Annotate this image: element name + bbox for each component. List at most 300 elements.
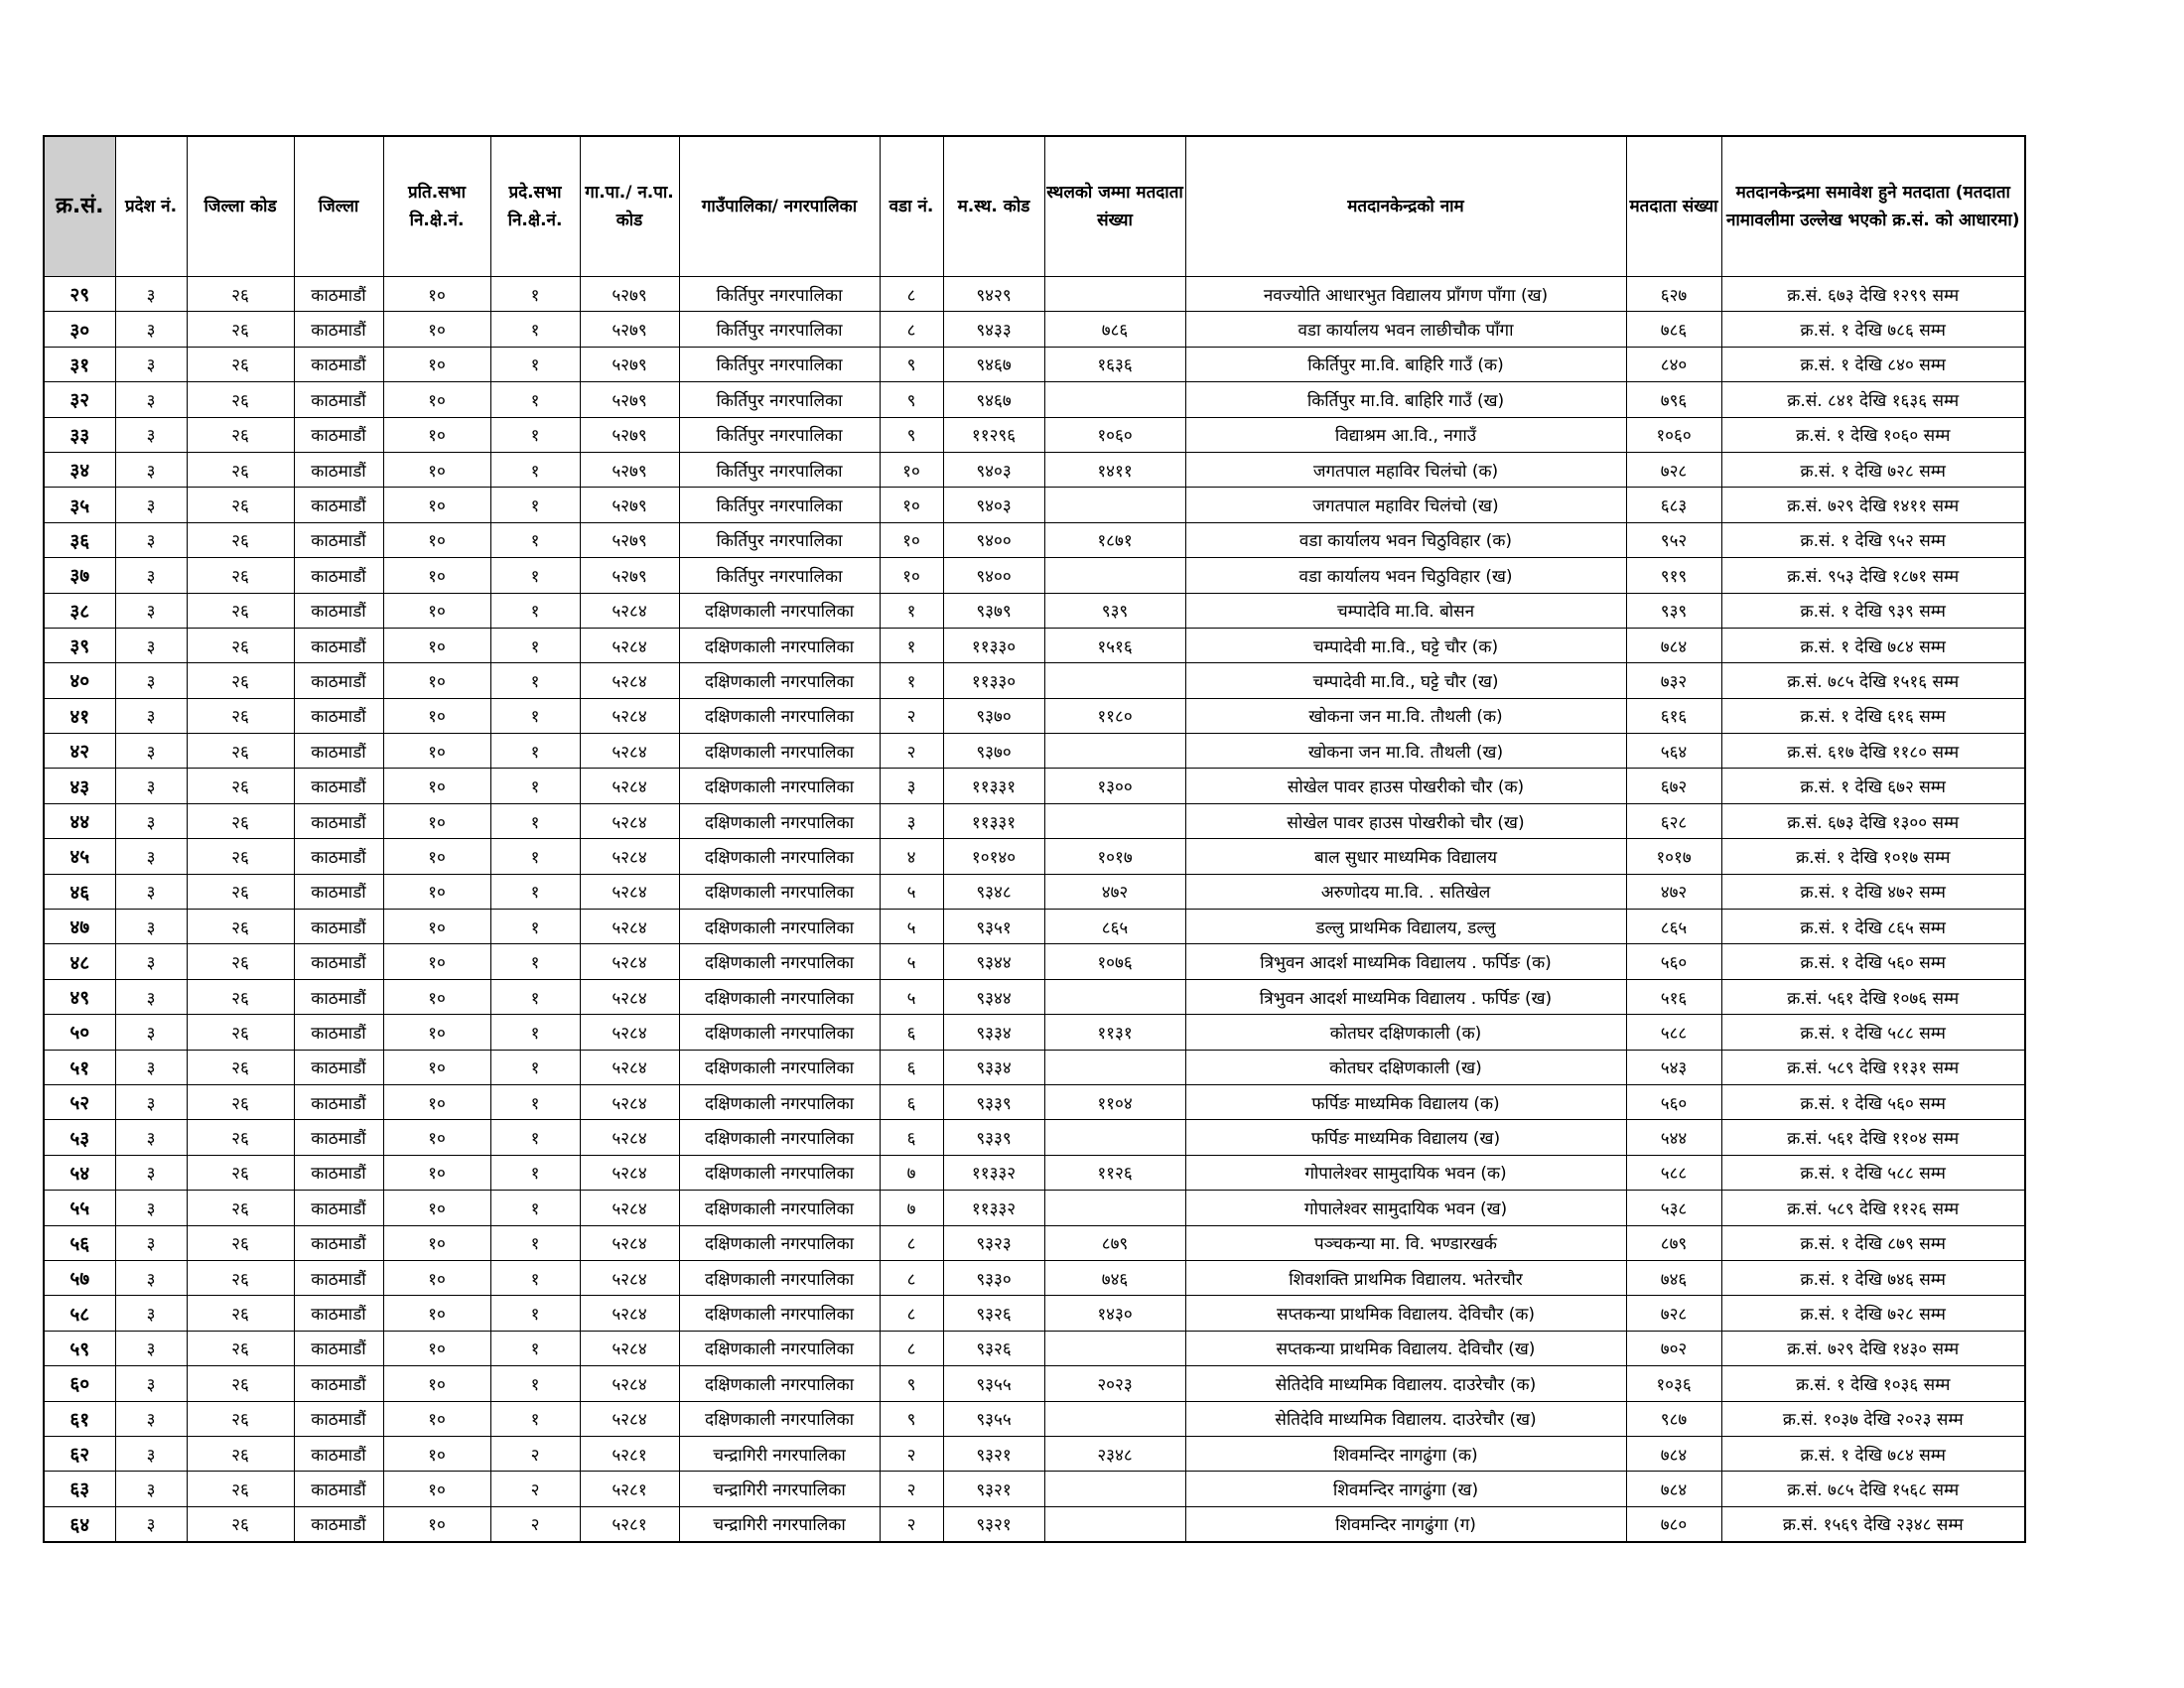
col-header-district: जिल्ला [294,136,383,277]
location-total-cell: ११०४ [1044,1084,1185,1119]
federal-constituency-cell: १० [383,839,490,874]
serial-cell: ५९ [44,1331,115,1365]
voter-count-cell: ७८० [1626,1506,1721,1542]
municipality-cell: दक्षिणकाली नगरपालिका [679,1331,880,1365]
municipality-cell: किर्तिपुर नगरपालिका [679,277,880,312]
province-cell: ३ [115,1296,187,1331]
location-total-cell [1044,1506,1185,1542]
voter-range-cell: क्र.सं. १ देखि ७८४ सम्म [1721,1436,2025,1471]
district-code-cell: २६ [187,1191,294,1225]
municipality-cell: दक्षिणकाली नगरपालिका [679,663,880,698]
location-total-cell [1044,1331,1185,1365]
municipality-code-cell: ५२८४ [580,593,679,628]
municipality-cell: दक्षिणकाली नगरपालिका [679,1120,880,1155]
municipality-cell: दक्षिणकाली नगरपालिका [679,593,880,628]
province-cell: ३ [115,1436,187,1471]
municipality-code-cell: ५२८४ [580,1366,679,1401]
municipality-code-cell: ५२८४ [580,1331,679,1365]
province-cell: ३ [115,910,187,944]
voter-range-cell: क्र.सं. १ देखि ६७२ सम्म [1721,769,2025,803]
center-name-cell: सप्तकन्या प्राथमिक विद्यालय. देविचौर (ख) [1185,1331,1626,1365]
voter-range-cell: क्र.सं. ५६१ देखि १०७६ सम्म [1721,979,2025,1014]
district-cell: काठमाडौं [294,663,383,698]
location-code-cell: ९३२१ [943,1506,1044,1542]
district-code-cell: २६ [187,1015,294,1050]
location-total-cell: ७४६ [1044,1260,1185,1295]
federal-constituency-cell: १० [383,1015,490,1050]
serial-cell: ४३ [44,769,115,803]
federal-constituency-cell: १० [383,417,490,452]
province-cell: ३ [115,382,187,417]
ward-cell: ३ [880,769,943,803]
federal-constituency-cell: १० [383,734,490,769]
district-cell: काठमाडौं [294,1296,383,1331]
center-name-cell: सेतिदेवि माध्यमिक विद्यालय. दाउरेचौर (क) [1185,1366,1626,1401]
voter-count-cell: ७८६ [1626,312,1721,347]
location-code-cell: ९३७९ [943,593,1044,628]
district-code-cell: २६ [187,663,294,698]
voter-range-cell: क्र.सं. १ देखि १०३६ सम्म [1721,1366,2025,1401]
district-cell: काठमाडौं [294,1331,383,1365]
municipality-code-cell: ५२८४ [580,910,679,944]
center-name-cell: डल्लु प्राथमिक विद्यालय, डल्लु [1185,910,1626,944]
district-code-cell: २६ [187,452,294,487]
district-cell: काठमाडौं [294,1120,383,1155]
ward-cell: ६ [880,1015,943,1050]
voter-range-cell: क्र.सं. १ देखि ७४६ सम्म [1721,1260,2025,1295]
voter-count-cell: ७२८ [1626,452,1721,487]
table-row [44,944,2025,979]
center-name-cell: कोतघर दक्षिणकाली (ख) [1185,1050,1626,1084]
municipality-cell: दक्षिणकाली नगरपालिका [679,1155,880,1190]
municipality-cell: किर्तिपुर नगरपालिका [679,522,880,557]
serial-cell: ५२ [44,1084,115,1119]
federal-constituency-cell: १० [383,1155,490,1190]
federal-constituency-cell: १० [383,628,490,662]
center-name-cell: वडा कार्यालय भवन लाछीचौक पाँगा [1185,312,1626,347]
federal-constituency-cell: १० [383,1331,490,1365]
table-row [44,593,2025,628]
voter-range-cell: क्र.सं. १०३७ देखि २०२३ सम्म [1721,1401,2025,1436]
municipality-code-cell: ५२८४ [580,1120,679,1155]
municipality-cell: किर्तिपुर नगरपालिका [679,417,880,452]
ward-cell: ९ [880,347,943,381]
voter-range-cell: क्र.सं. १ देखि ४७२ सम्म [1721,874,2025,909]
district-code-cell: २६ [187,1084,294,1119]
ward-cell: ८ [880,1260,943,1295]
table-row [44,452,2025,487]
municipality-cell: दक्षिणकाली नगरपालिका [679,628,880,662]
district-code-cell: २६ [187,558,294,593]
ward-cell: ५ [880,874,943,909]
location-code-cell: ९४०३ [943,452,1044,487]
table-row [44,1366,2025,1401]
col-header-municipality: गाउँपालिका/ नगरपालिका [679,136,880,277]
table-row [44,803,2025,838]
center-name-cell: शिवमन्दिर नागढुंगा (ग) [1185,1506,1626,1542]
table-row [44,1191,2025,1225]
federal-constituency-cell: १० [383,1436,490,1471]
table-row [44,1155,2025,1190]
municipality-code-cell: ५२८४ [580,1296,679,1331]
location-code-cell: ९३२१ [943,1472,1044,1506]
district-cell: काठमाडौं [294,1015,383,1050]
provincial-constituency-cell: १ [490,698,580,733]
location-code-cell: ९४०३ [943,488,1044,522]
district-cell: काठमाडौं [294,1401,383,1436]
voter-range-cell: क्र.सं. ८४१ देखि १६३६ सम्म [1721,382,2025,417]
ward-cell: ८ [880,1225,943,1260]
district-code-cell: २६ [187,628,294,662]
location-total-cell: ११२६ [1044,1155,1185,1190]
center-name-cell: सप्तकन्या प्राथमिक विद्यालय. देविचौर (क) [1185,1296,1626,1331]
province-cell: ३ [115,558,187,593]
center-name-cell: जगतपाल महाविर चिलंचो (क) [1185,452,1626,487]
serial-cell: ५४ [44,1155,115,1190]
federal-constituency-cell: १० [383,1472,490,1506]
ward-cell: २ [880,1436,943,1471]
provincial-constituency-cell: १ [490,452,580,487]
location-code-cell: ९३५५ [943,1366,1044,1401]
col-header-federal-constituency: प्रति.सभा नि.क्षे.नं. [383,136,490,277]
provincial-constituency-cell: १ [490,1225,580,1260]
district-code-cell: २६ [187,769,294,803]
province-cell: ३ [115,663,187,698]
table-row [44,277,2025,312]
provincial-constituency-cell: १ [490,1084,580,1119]
location-code-cell: ११३३० [943,663,1044,698]
center-name-cell: चम्पादेवी मा.वि., घट्टे चौर (ख) [1185,663,1626,698]
provincial-constituency-cell: १ [490,1155,580,1190]
serial-cell: ४६ [44,874,115,909]
location-total-cell: १४३० [1044,1296,1185,1331]
location-total-cell [1044,734,1185,769]
location-code-cell: ९३२६ [943,1331,1044,1365]
municipality-code-cell: ५२८४ [580,1015,679,1050]
center-name-cell: गोपालेश्वर सामुदायिक भवन (क) [1185,1155,1626,1190]
district-code-cell: २६ [187,1050,294,1084]
ward-cell: ८ [880,277,943,312]
ward-cell: १० [880,488,943,522]
municipality-cell: किर्तिपुर नगरपालिका [679,347,880,381]
table-row [44,417,2025,452]
serial-cell: ६१ [44,1401,115,1436]
voter-count-cell: ७९६ [1626,382,1721,417]
province-cell: ३ [115,1120,187,1155]
district-cell: काठमाडौं [294,1506,383,1542]
location-total-cell [1044,1401,1185,1436]
federal-constituency-cell: १० [383,910,490,944]
col-header-location-total-voters: स्थलको जम्मा मतदाता संख्या [1044,136,1185,277]
district-cell: काठमाडौं [294,558,383,593]
ward-cell: ४ [880,839,943,874]
center-name-cell: जगतपाल महाविर चिलंचो (ख) [1185,488,1626,522]
municipality-code-cell: ५२८४ [580,1191,679,1225]
table-row [44,1260,2025,1295]
federal-constituency-cell: १० [383,769,490,803]
table-row [44,1296,2025,1331]
voter-count-cell: १०६० [1626,417,1721,452]
location-total-cell [1044,803,1185,838]
table-row [44,1225,2025,1260]
voter-count-cell: ७८४ [1626,1472,1721,1506]
voter-count-cell: ९१९ [1626,558,1721,593]
district-code-cell: २६ [187,1472,294,1506]
ward-cell: १० [880,452,943,487]
location-code-cell: ९३७० [943,734,1044,769]
municipality-code-cell: ५२८४ [580,803,679,838]
voter-count-cell: ९८७ [1626,1401,1721,1436]
provincial-constituency-cell: १ [490,417,580,452]
voter-range-cell: क्र.सं. १ देखि ५८८ सम्म [1721,1155,2025,1190]
table-row [44,769,2025,803]
serial-cell: ३६ [44,522,115,557]
location-total-cell: १६३६ [1044,347,1185,381]
ward-cell: २ [880,1472,943,1506]
col-header-municipality-code: गा.पा./ न.पा. कोड [580,136,679,277]
municipality-code-cell: ५२८४ [580,663,679,698]
serial-cell: ५५ [44,1191,115,1225]
district-cell: काठमाडौं [294,1366,383,1401]
municipality-cell: दक्षिणकाली नगरपालिका [679,1084,880,1119]
table-row [44,839,2025,874]
province-cell: ३ [115,277,187,312]
district-cell: काठमाडौं [294,769,383,803]
provincial-constituency-cell: १ [490,558,580,593]
province-cell: ३ [115,1331,187,1365]
ward-cell: ९ [880,382,943,417]
district-code-cell: २६ [187,734,294,769]
center-name-cell: खोकना जन मा.वि. तौथली (ख) [1185,734,1626,769]
federal-constituency-cell: १० [383,1506,490,1542]
voter-range-cell: क्र.सं. १ देखि ५८८ सम्म [1721,1015,2025,1050]
table-row [44,522,2025,557]
voter-range-cell: क्र.सं. १ देखि ७२८ सम्म [1721,452,2025,487]
municipality-code-cell: ५२८४ [580,734,679,769]
center-name-cell: विद्याश्रम आ.वि., नगाउँ [1185,417,1626,452]
table-row [44,628,2025,662]
province-cell: ३ [115,452,187,487]
municipality-cell: दक्षिणकाली नगरपालिका [679,1015,880,1050]
district-cell: काठमाडौं [294,312,383,347]
voter-count-cell: ७४६ [1626,1260,1721,1295]
serial-cell: ४० [44,663,115,698]
province-cell: ३ [115,488,187,522]
location-code-cell: ११३३० [943,628,1044,662]
municipality-cell: दक्षिणकाली नगरपालिका [679,874,880,909]
col-header-ward: वडा नं. [880,136,943,277]
ward-cell: ९ [880,1366,943,1401]
voter-count-cell: ८७९ [1626,1225,1721,1260]
serial-cell: ३५ [44,488,115,522]
municipality-cell: चन्द्रागिरी नगरपालिका [679,1472,880,1506]
municipality-code-cell: ५२८४ [580,1225,679,1260]
location-code-cell: ९४०० [943,558,1044,593]
ward-cell: २ [880,734,943,769]
table-row [44,1506,2025,1542]
provincial-constituency-cell: २ [490,1506,580,1542]
serial-cell: ३४ [44,452,115,487]
location-code-cell: ९४६७ [943,347,1044,381]
center-name-cell: चम्पादेवी मा.वि., घट्टे चौर (क) [1185,628,1626,662]
polling-center-table [43,135,2026,1543]
serial-cell: ४८ [44,944,115,979]
province-cell: ३ [115,1050,187,1084]
ward-cell: ८ [880,1331,943,1365]
voter-count-cell: ७८४ [1626,628,1721,662]
center-name-cell: सोखेल पावर हाउस पोखरीको चौर (क) [1185,769,1626,803]
district-cell: काठमाडौं [294,1191,383,1225]
col-header-provincial-constituency: प्रदे.सभा नि.क्षे.नं. [490,136,580,277]
voter-range-cell: क्र.सं. १५६९ देखि २३४८ सम्म [1721,1506,2025,1542]
district-code-cell: २६ [187,1225,294,1260]
provincial-constituency-cell: १ [490,277,580,312]
location-code-cell: ९३४४ [943,944,1044,979]
municipality-cell: दक्षिणकाली नगरपालिका [679,1191,880,1225]
district-cell: काठमाडौं [294,1155,383,1190]
voter-range-cell: क्र.सं. ७८५ देखि १५६८ सम्म [1721,1472,2025,1506]
ward-cell: २ [880,1506,943,1542]
voter-count-cell: १०३६ [1626,1366,1721,1401]
district-code-cell: २६ [187,488,294,522]
center-name-cell: वडा कार्यालय भवन चिठुविहार (ख) [1185,558,1626,593]
provincial-constituency-cell: १ [490,734,580,769]
serial-cell: ४५ [44,839,115,874]
table-row [44,1331,2025,1365]
location-total-cell: १३०० [1044,769,1185,803]
serial-cell: ६४ [44,1506,115,1542]
municipality-code-cell: ५२८४ [580,979,679,1014]
voter-range-cell: क्र.सं. १ देखि ७८४ सम्म [1721,628,2025,662]
center-name-cell: पञ्चकन्या मा. वि. भण्डारखर्क [1185,1225,1626,1260]
federal-constituency-cell: १० [383,1366,490,1401]
province-cell: ३ [115,839,187,874]
location-code-cell: ९३३४ [943,1015,1044,1050]
voter-count-cell: ५६० [1626,944,1721,979]
serial-cell: ३९ [44,628,115,662]
voter-range-cell: क्र.सं. १ देखि ५६० सम्म [1721,1084,2025,1119]
provincial-constituency-cell: १ [490,839,580,874]
provincial-constituency-cell: १ [490,769,580,803]
province-cell: ३ [115,979,187,1014]
federal-constituency-cell: १० [383,663,490,698]
municipality-code-cell: ५२८१ [580,1506,679,1542]
location-code-cell: ११३३२ [943,1191,1044,1225]
provincial-constituency-cell: १ [490,979,580,1014]
federal-constituency-cell: १० [383,803,490,838]
location-code-cell: ११३३१ [943,803,1044,838]
serial-cell: ४२ [44,734,115,769]
federal-constituency-cell: १० [383,1401,490,1436]
voter-count-cell: ५३८ [1626,1191,1721,1225]
serial-cell: ३८ [44,593,115,628]
municipality-code-cell: ५२७९ [580,488,679,522]
district-code-cell: २६ [187,1120,294,1155]
serial-cell: ५० [44,1015,115,1050]
district-code-cell: २६ [187,944,294,979]
provincial-constituency-cell: १ [490,593,580,628]
federal-constituency-cell: १० [383,1260,490,1295]
voter-count-cell: ६२७ [1626,277,1721,312]
province-cell: ३ [115,769,187,803]
district-code-cell: २६ [187,593,294,628]
municipality-code-cell: ५२८१ [580,1472,679,1506]
voter-count-cell: ९५२ [1626,522,1721,557]
district-cell: काठमाडौं [294,698,383,733]
federal-constituency-cell: १० [383,1225,490,1260]
municipality-code-cell: ५२८४ [580,1084,679,1119]
table-row [44,874,2025,909]
district-cell: काठमाडौं [294,1225,383,1260]
district-code-cell: २६ [187,698,294,733]
voter-count-cell: ८६५ [1626,910,1721,944]
serial-cell: ३७ [44,558,115,593]
federal-constituency-cell: १० [383,1084,490,1119]
district-cell: काठमाडौं [294,382,383,417]
table-row [44,1436,2025,1471]
municipality-code-cell: ५२७९ [580,522,679,557]
municipality-code-cell: ५२८४ [580,628,679,662]
province-cell: ३ [115,1084,187,1119]
location-code-cell: ९४३३ [943,312,1044,347]
municipality-code-cell: ५२७९ [580,558,679,593]
serial-cell: ५१ [44,1050,115,1084]
district-code-cell: २६ [187,1506,294,1542]
federal-constituency-cell: १० [383,558,490,593]
voter-range-cell: क्र.सं. १ देखि ९३९ सम्म [1721,593,2025,628]
district-cell: काठमाडौं [294,734,383,769]
location-code-cell: १०१४० [943,839,1044,874]
ward-cell: ६ [880,1120,943,1155]
ward-cell: ६ [880,1050,943,1084]
district-code-cell: २६ [187,1155,294,1190]
district-cell: काठमाडौं [294,417,383,452]
center-name-cell: सेतिदेवि माध्यमिक विद्यालय. दाउरेचौर (ख) [1185,1401,1626,1436]
location-code-cell: ९३३९ [943,1120,1044,1155]
district-code-cell: २६ [187,1260,294,1295]
district-cell: काठमाडौं [294,979,383,1014]
province-cell: ३ [115,1015,187,1050]
federal-constituency-cell: १० [383,522,490,557]
voter-range-cell: क्र.सं. ९५३ देखि १८७१ सम्म [1721,558,2025,593]
table-row [44,1050,2025,1084]
voter-count-cell: ५६४ [1626,734,1721,769]
ward-cell: १० [880,558,943,593]
table-row [44,558,2025,593]
federal-constituency-cell: १० [383,698,490,733]
provincial-constituency-cell: १ [490,488,580,522]
district-code-cell: २६ [187,382,294,417]
col-header-province: प्रदेश नं. [115,136,187,277]
voter-count-cell: ५६० [1626,1084,1721,1119]
location-total-cell: ८७९ [1044,1225,1185,1260]
voter-range-cell: क्र.सं. ७८५ देखि १५१६ सम्म [1721,663,2025,698]
municipality-cell: दक्षिणकाली नगरपालिका [679,734,880,769]
municipality-cell: किर्तिपुर नगरपालिका [679,312,880,347]
district-cell: काठमाडौं [294,277,383,312]
voter-range-cell: क्र.सं. १ देखि ७२८ सम्म [1721,1296,2025,1331]
province-cell: ३ [115,312,187,347]
municipality-code-cell: ५२७९ [580,312,679,347]
voter-range-cell: क्र.सं. १ देखि ८७९ सम्म [1721,1225,2025,1260]
location-code-cell: ९४०० [943,522,1044,557]
province-cell: ३ [115,803,187,838]
ward-cell: ३ [880,803,943,838]
voter-range-cell: क्र.सं. ७२९ देखि १४११ सम्म [1721,488,2025,522]
serial-cell: ४७ [44,910,115,944]
voter-count-cell: १०१७ [1626,839,1721,874]
municipality-cell: चन्द्रागिरी नगरपालिका [679,1436,880,1471]
